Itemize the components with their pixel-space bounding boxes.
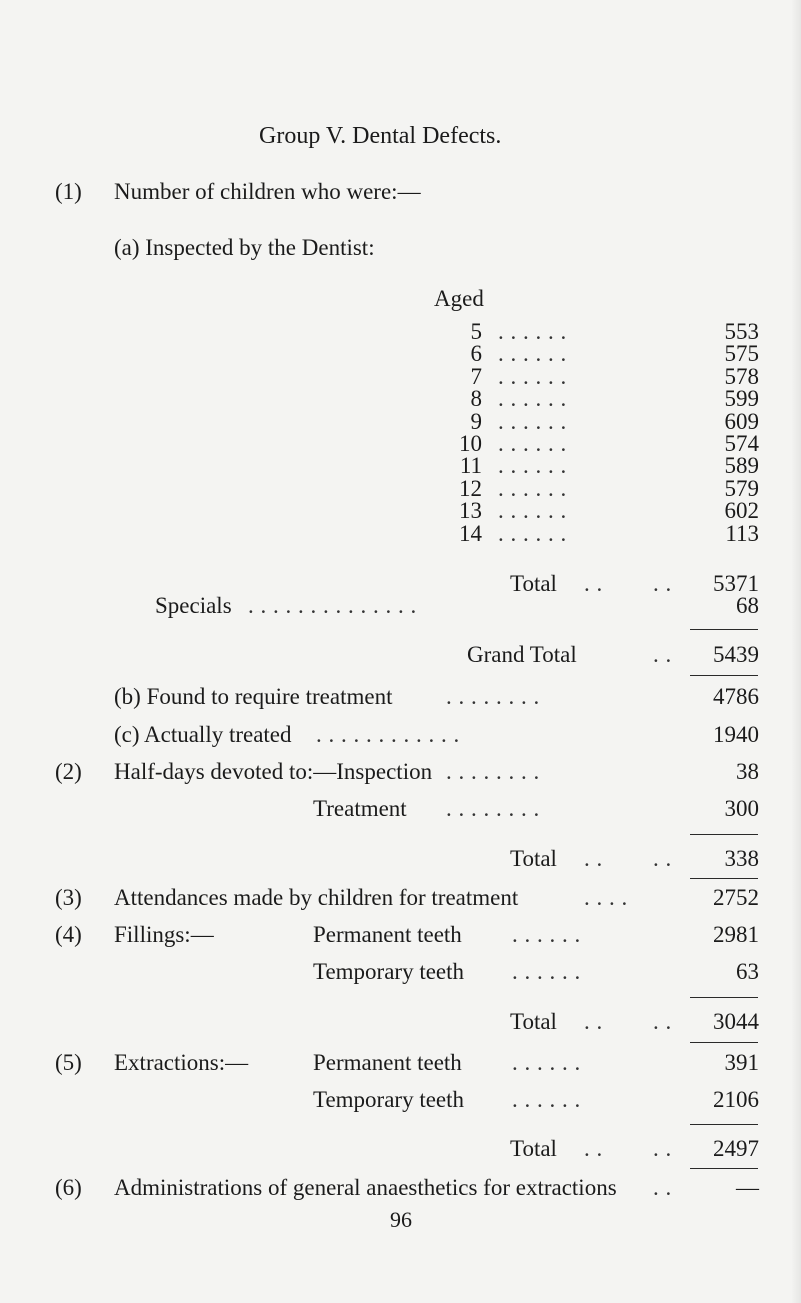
rule-line bbox=[690, 675, 758, 676]
section-3-number: (3) bbox=[55, 885, 82, 910]
rule-line bbox=[690, 1124, 758, 1125]
section-1b-value: 4786 bbox=[713, 684, 759, 709]
leader-dots: . . . . . . bbox=[512, 959, 581, 984]
age-label: 13 bbox=[459, 498, 482, 523]
section-5-total-value: 2497 bbox=[713, 1136, 759, 1161]
rule-line bbox=[690, 1168, 758, 1169]
section-2-label: Half-days devoted to:—Inspection bbox=[114, 759, 433, 784]
section-5-temporary-value: 2106 bbox=[713, 1087, 759, 1112]
leader-dots: . . . . . . bbox=[498, 431, 567, 456]
age-label: 9 bbox=[470, 409, 482, 434]
leader-dots: . . . . . . bbox=[498, 319, 567, 344]
section-2-treatment-value: 300 bbox=[724, 796, 759, 821]
section-6-number: (6) bbox=[55, 1175, 82, 1200]
rule-line bbox=[690, 878, 758, 879]
leader-dots: . . . . . . bbox=[512, 1050, 581, 1075]
section-4-number: (4) bbox=[55, 922, 82, 947]
age-label: 14 bbox=[459, 521, 482, 546]
section-5-label: Extractions:— bbox=[114, 1050, 249, 1075]
leader-dots: . . . . . . bbox=[498, 364, 567, 389]
age-label: 7 bbox=[470, 364, 482, 389]
total-label: Total bbox=[510, 846, 557, 871]
age-count: 609 bbox=[724, 409, 759, 434]
leader-dots: . . . . . . bbox=[512, 1087, 581, 1112]
rule-line bbox=[690, 629, 758, 630]
section-2-inspection-value: 38 bbox=[736, 759, 759, 784]
leader-dots: . . bbox=[653, 846, 672, 871]
leader-dots: . . bbox=[653, 571, 672, 596]
total-label: Total bbox=[510, 1136, 557, 1161]
rule-line bbox=[690, 834, 758, 835]
leader-dots: . . bbox=[584, 846, 603, 871]
leader-dots: . . bbox=[653, 1009, 672, 1034]
leader-dots: . . . . . . . . . . . . . . bbox=[248, 593, 417, 618]
section-6-value: — bbox=[736, 1175, 759, 1200]
leader-dots: . . . . . . bbox=[498, 521, 567, 546]
section-1-number: (1) bbox=[55, 179, 82, 204]
section-1-label: Number of children who were:— bbox=[114, 179, 421, 204]
leader-dots: . . bbox=[584, 1136, 603, 1161]
rule-line bbox=[690, 1042, 758, 1043]
age-label: 12 bbox=[459, 476, 482, 501]
age-count: 599 bbox=[724, 386, 759, 411]
section-2-number: (2) bbox=[55, 759, 82, 784]
leader-dots: . . bbox=[584, 571, 603, 596]
section-4-permanent-value: 2981 bbox=[713, 922, 759, 947]
leader-dots: . . . . . . . . . . . . bbox=[316, 722, 460, 747]
age-count: 574 bbox=[724, 431, 759, 456]
grand-total-value: 5439 bbox=[713, 642, 759, 667]
section-1c-label: (c) Actually treated bbox=[114, 722, 292, 747]
leader-dots: . . . . . . . . bbox=[446, 684, 540, 709]
age-count: 113 bbox=[725, 521, 759, 546]
section-4-temporary-value: 63 bbox=[736, 959, 759, 984]
section-3-label: Attendances made by children for treatment bbox=[114, 885, 519, 910]
leader-dots: . . . . . . bbox=[498, 476, 567, 501]
total-label: Total bbox=[510, 1009, 557, 1034]
specials-value: 68 bbox=[736, 593, 759, 618]
age-label: 6 bbox=[470, 341, 482, 366]
age-count: 575 bbox=[724, 341, 759, 366]
leader-dots: . . bbox=[653, 642, 672, 667]
age-count: 579 bbox=[724, 476, 759, 501]
leader-dots: . . . . . . bbox=[498, 453, 567, 478]
section-2-total-value: 338 bbox=[724, 846, 759, 871]
age-label: 10 bbox=[459, 431, 482, 456]
total-label: Total bbox=[510, 571, 557, 596]
page-number: 96 bbox=[390, 1207, 412, 1232]
section-4-total-value: 3044 bbox=[713, 1009, 759, 1034]
section-1a-label: (a) Inspected by the Dentist: bbox=[114, 235, 375, 260]
leader-dots: . . bbox=[653, 1136, 672, 1161]
section-1b-label: (b) Found to require treatment bbox=[114, 684, 393, 709]
rule-line bbox=[690, 997, 758, 998]
section-2-treatment-label: Treatment bbox=[313, 796, 407, 821]
leader-dots: . . bbox=[584, 1009, 603, 1034]
age-count: 589 bbox=[724, 453, 759, 478]
grand-total-label: Grand Total bbox=[467, 642, 577, 667]
section-4-permanent-label: Permanent teeth bbox=[313, 922, 462, 947]
specials-label: Specials bbox=[155, 593, 232, 618]
page-title: Group V. Dental Defects. bbox=[259, 123, 502, 149]
section-5-temporary-label: Temporary teeth bbox=[313, 1087, 465, 1112]
aged-header: Aged bbox=[434, 286, 484, 311]
leader-dots: . . . . . . . . bbox=[446, 759, 540, 784]
age-label: 8 bbox=[470, 386, 482, 411]
section-5-permanent-label: Permanent teeth bbox=[313, 1050, 462, 1075]
age-count: 602 bbox=[724, 498, 759, 523]
age-count: 578 bbox=[724, 364, 759, 389]
leader-dots: . . . . . . . . bbox=[446, 796, 540, 821]
leader-dots: . . . . . . bbox=[498, 341, 567, 366]
age-count: 553 bbox=[724, 319, 759, 344]
age-label: 5 bbox=[470, 319, 482, 344]
section-5-permanent-value: 391 bbox=[724, 1050, 759, 1075]
leader-dots: . . . . . . bbox=[498, 498, 567, 523]
leader-dots: . . . . . . bbox=[498, 409, 567, 434]
section-6-label: Administrations of general anaesthetics for extractions bbox=[114, 1175, 617, 1200]
section-1c-value: 1940 bbox=[713, 722, 759, 747]
leader-dots: . . . . . . bbox=[498, 386, 567, 411]
section-4-label: Fillings:— bbox=[114, 922, 214, 947]
leader-dots: . . . . bbox=[584, 885, 628, 910]
section-4-temporary-label: Temporary teeth bbox=[313, 959, 465, 984]
leader-dots: . . . . . . bbox=[512, 922, 581, 947]
age-label: 11 bbox=[459, 453, 482, 478]
leader-dots: . . bbox=[653, 1175, 672, 1200]
total-value: 5371 bbox=[713, 571, 759, 596]
section-3-value: 2752 bbox=[713, 885, 759, 910]
section-5-number: (5) bbox=[55, 1050, 82, 1075]
